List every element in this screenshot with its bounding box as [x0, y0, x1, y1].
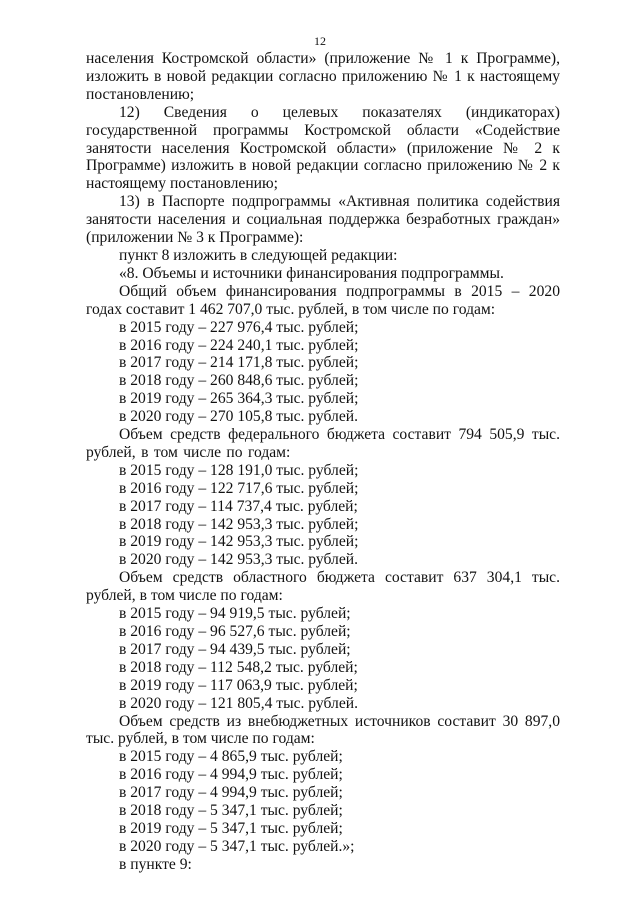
list-item: в 2018 году – 142 953,3 тыс. рублей;	[119, 515, 359, 533]
list-item: в 2020 году – 121 805,4 тыс. рублей.	[119, 694, 358, 712]
list-item: в 2015 году – 94 919,5 тыс. рублей;	[119, 605, 351, 623]
document-body	[86, 50, 560, 874]
list-item: в 2017 году – 4 994,9 тыс. рублей;	[119, 784, 343, 802]
total-funding-list	[86, 319, 560, 426]
list-item: в 2016 году – 96 527,6 тыс. рублей;	[119, 623, 351, 640]
extrabudgetary-funding-list	[86, 748, 560, 855]
paragraph-appendix-1: населения Костромской области» (приложение № 1 к Программе), изложить в новой редакции согласно приложению № 1 к настоящему постановлению;	[86, 50, 560, 103]
page-number: 12	[314, 34, 326, 48]
list-item: в 2016 году – 4 994,9 тыс. рублей;	[119, 766, 343, 784]
list-item: в 2018 году – 112 548,2 тыс. рублей;	[119, 658, 358, 676]
paragraph-federal-budget: Объем средств федерального бюджета составит 794 505,9 тыс. рублей, в том числе по годам:	[86, 426, 560, 461]
list-item: в 2015 году – 4 865,9 тыс. рублей;	[119, 748, 343, 766]
federal-funding-list	[86, 462, 560, 569]
paragraph-total-funding: Общий объем финансирования подпрограммы в 2015 – 2020 годах составит 1 462 707,0 тыс. рублей, в том числе по годам:	[86, 282, 560, 318]
list-item: в 2017 году – 214 171,8 тыс. рублей;	[119, 354, 359, 372]
paragraph-point-9: в пункте 9:	[119, 855, 192, 873]
list-item: в 2020 году – 142 953,3 тыс. рублей.	[119, 551, 358, 569]
paragraph-point-8-heading: «8. Объемы и источники финансирования подпрограммы.	[119, 264, 504, 282]
paragraph-point-8-intro: пункт 8 изложить в следующей редакции:	[119, 246, 398, 264]
list-item: в 2019 году – 142 953,3 тыс. рублей;	[119, 533, 359, 551]
list-item: в 2015 году – 227 976,4 тыс. рублей;	[119, 318, 359, 336]
paragraph-regional-budget: Объем средств областного бюджета составит 637 304,1 тыс. рублей, в том числе по годам:	[86, 569, 560, 605]
regional-funding-list	[86, 605, 560, 712]
list-item: в 2017 году – 114 737,4 тыс. рублей;	[119, 497, 358, 515]
list-item: в 2020 году – 5 347,1 тыс. рублей.»;	[119, 837, 355, 855]
list-item: в 2015 году – 128 191,0 тыс. рублей;	[119, 461, 359, 479]
list-item: в 2016 году – 122 717,6 тыс. рублей;	[119, 479, 359, 497]
paragraph-item-12: 12) Сведения о целевых показателях (индикаторах) государственной программы Костромской области «Содействие занятости населения Костромской области» (приложение № 2 к Программе) изложить в новой редакции согласно приложению № 2 к настоящему постановлению;	[86, 103, 560, 193]
paragraph-item-13: 13) в Паспорте подпрограммы «Активная политика содействия занятости населения и социальная поддержка безработных граждан» (приложении № 3 к Программе):	[86, 193, 560, 247]
paragraph-extrabudgetary: Объем средств из внебюджетных источников составит 30 897,0 тыс. рублей, в том числе по годам:	[86, 712, 560, 748]
list-item: в 2019 году – 265 364,3 тыс. рублей;	[119, 390, 359, 408]
list-item: в 2019 году – 5 347,1 тыс. рублей;	[119, 819, 343, 837]
list-item: в 2018 году – 5 347,1 тыс. рублей;	[119, 802, 343, 820]
list-item: в 2020 году – 270 105,8 тыс. рублей.	[119, 408, 358, 426]
list-item: в 2016 году – 224 240,1 тыс. рублей;	[119, 336, 359, 354]
list-item: в 2018 году – 260 848,6 тыс. рублей;	[119, 372, 359, 390]
list-item: в 2017 году – 94 439,5 тыс. рублей;	[119, 640, 351, 658]
list-item: в 2019 году – 117 063,9 тыс. рублей;	[119, 676, 358, 694]
